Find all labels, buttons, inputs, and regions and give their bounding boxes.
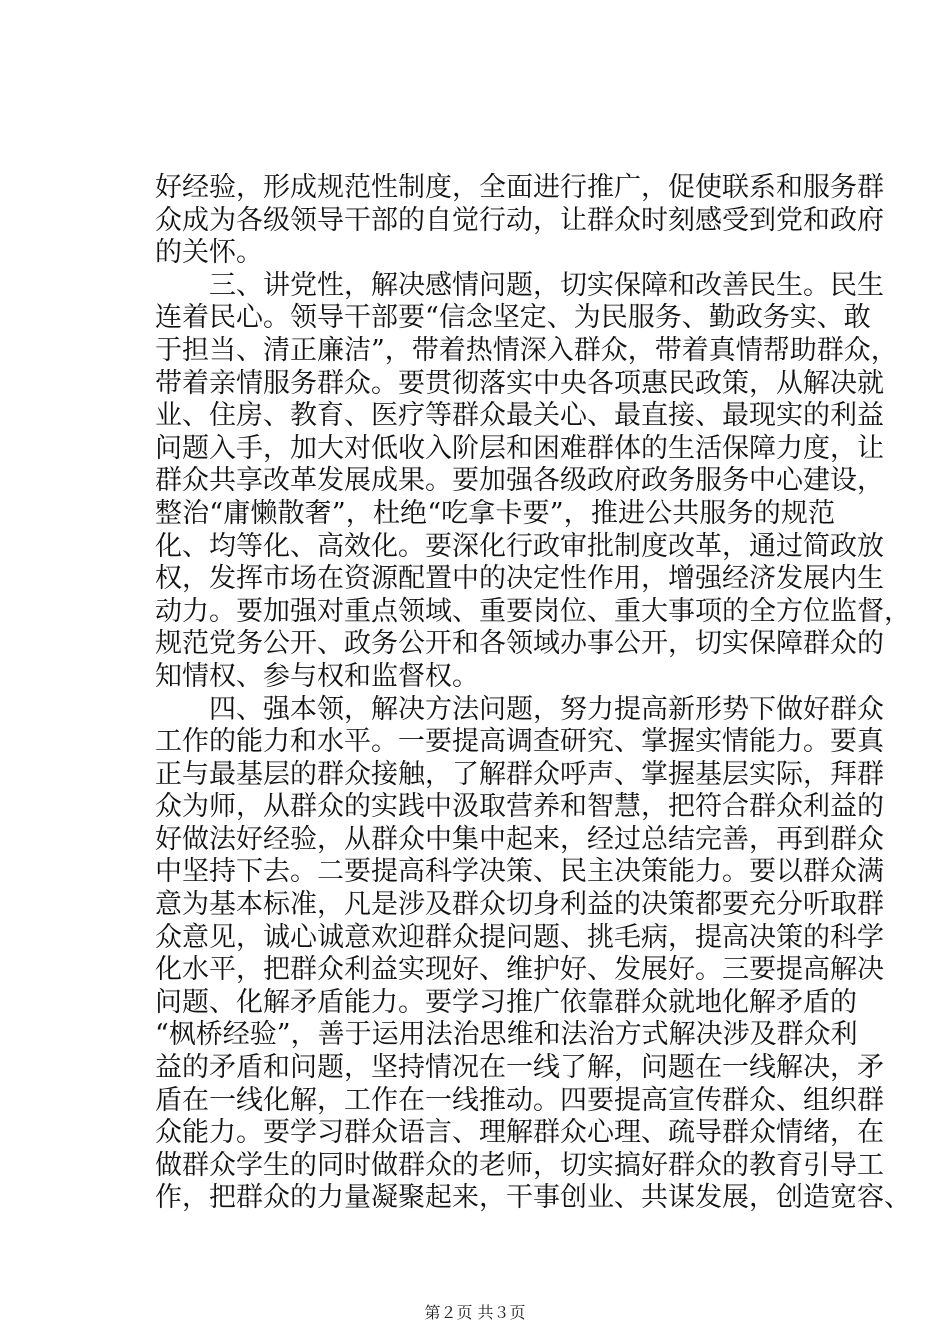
- text-line: 工作的能力和水平。一要提高调查研究、掌握实情能力。要真: [155, 726, 884, 758]
- text-line: 化水平，把群众利益实现好、维护好、发展好。三要提高解决: [155, 954, 884, 986]
- text-line: 众成为各级领导干部的自觉行动，让群众时刻感受到党和政府: [155, 204, 884, 236]
- text-line: 群众共享改革发展成果。要加强各级政府政务服务中心建设，: [155, 465, 884, 497]
- document-body: [155, 172, 911, 1215]
- text-line: 的关怀。: [155, 237, 263, 269]
- text-line: 整治“庸懒散奢”，杜绝“吃拿卡要”，推进公共服务的规范: [155, 497, 835, 529]
- text-line: 业、住房、教育、医疗等群众最关心、最直接、最现实的利益: [155, 400, 884, 432]
- text-line: 化、均等化、高效化。要深化行政审批制度改革，通过简政放: [155, 530, 884, 562]
- text-line: 众意见，诚心诚意欢迎群众提问题、挑毛病，提高决策的科学: [155, 921, 884, 953]
- text-line: 中坚持下去。二要提高科学决策、民主决策能力。要以群众满: [155, 856, 884, 888]
- text-line: 权，发挥市场在资源配置中的决定性作用，增强经济发展内生: [155, 563, 884, 595]
- text-line: 好经验，形成规范性制度，全面进行推广，促使联系和服务群: [155, 172, 884, 203]
- text-line: 动力。要加强对重点领域、重要岗位、重大事项的全方位监督，: [155, 595, 911, 627]
- text-line: 四、强本领，解决方法问题，努力提高新形势下做好群众: [209, 693, 884, 725]
- text-line: 众为师，从群众的实践中汲取营养和智慧，把符合群众利益的: [155, 791, 884, 823]
- text-line: 益的矛盾和问题，坚持情况在一线了解，问题在一线解决，矛: [155, 1052, 884, 1084]
- text-line: “枫桥经验”，善于运用法治思维和法治方式解决涉及群众利: [155, 1019, 858, 1051]
- text-line: 作，把群众的力量凝聚起来，干事创业、共谋发展，创造宽容、: [155, 1182, 911, 1214]
- text-line: 连着民心。领导干部要“信念坚定、为民服务、勤政务实、敢: [155, 302, 871, 334]
- text-line: 知情权、参与权和监督权。: [155, 660, 479, 692]
- text-line: 盾在一线化解，工作在一线推动。四要提高宣传群众、组织群: [155, 1084, 884, 1116]
- text-line: 于担当、清正廉洁”，带着热情深入群众，带着真情帮助群众，: [155, 334, 898, 366]
- text-line: 好做法好经验，从群众中集中起来，经过总结完善，再到群众: [155, 823, 884, 855]
- page-footer: 第２页 共３页: [424, 1303, 526, 1322]
- text-line: 三、讲党性，解决感情问题，切实保障和改善民生。民生: [209, 269, 884, 301]
- text-line: 正与最基层的群众接触，了解群众呼声、掌握基层实际，拜群: [155, 758, 884, 790]
- text-line: 众能力。要学习群众语言、理解群众心理、疏导群众情绪，在: [155, 1117, 884, 1149]
- text-line: 意为基本标准，凡是涉及群众切身利益的决策都要充分听取群: [155, 889, 884, 921]
- text-line: 问题、化解矛盾能力。要学习推广依靠群众就地化解矛盾的: [155, 986, 857, 1018]
- text-line: 问题入手，加大对低收入阶层和困难群体的生活保障力度，让: [155, 432, 884, 464]
- text-line: 规范党务公开、政务公开和各领域办事公开，切实保障群众的: [155, 628, 884, 660]
- text-line: 带着亲情服务群众。要贯彻落实中央各项惠民政策，从解决就: [155, 367, 884, 399]
- text-line: 做群众学生的同时做群众的老师，切实搞好群众的教育引导工: [155, 1149, 884, 1181]
